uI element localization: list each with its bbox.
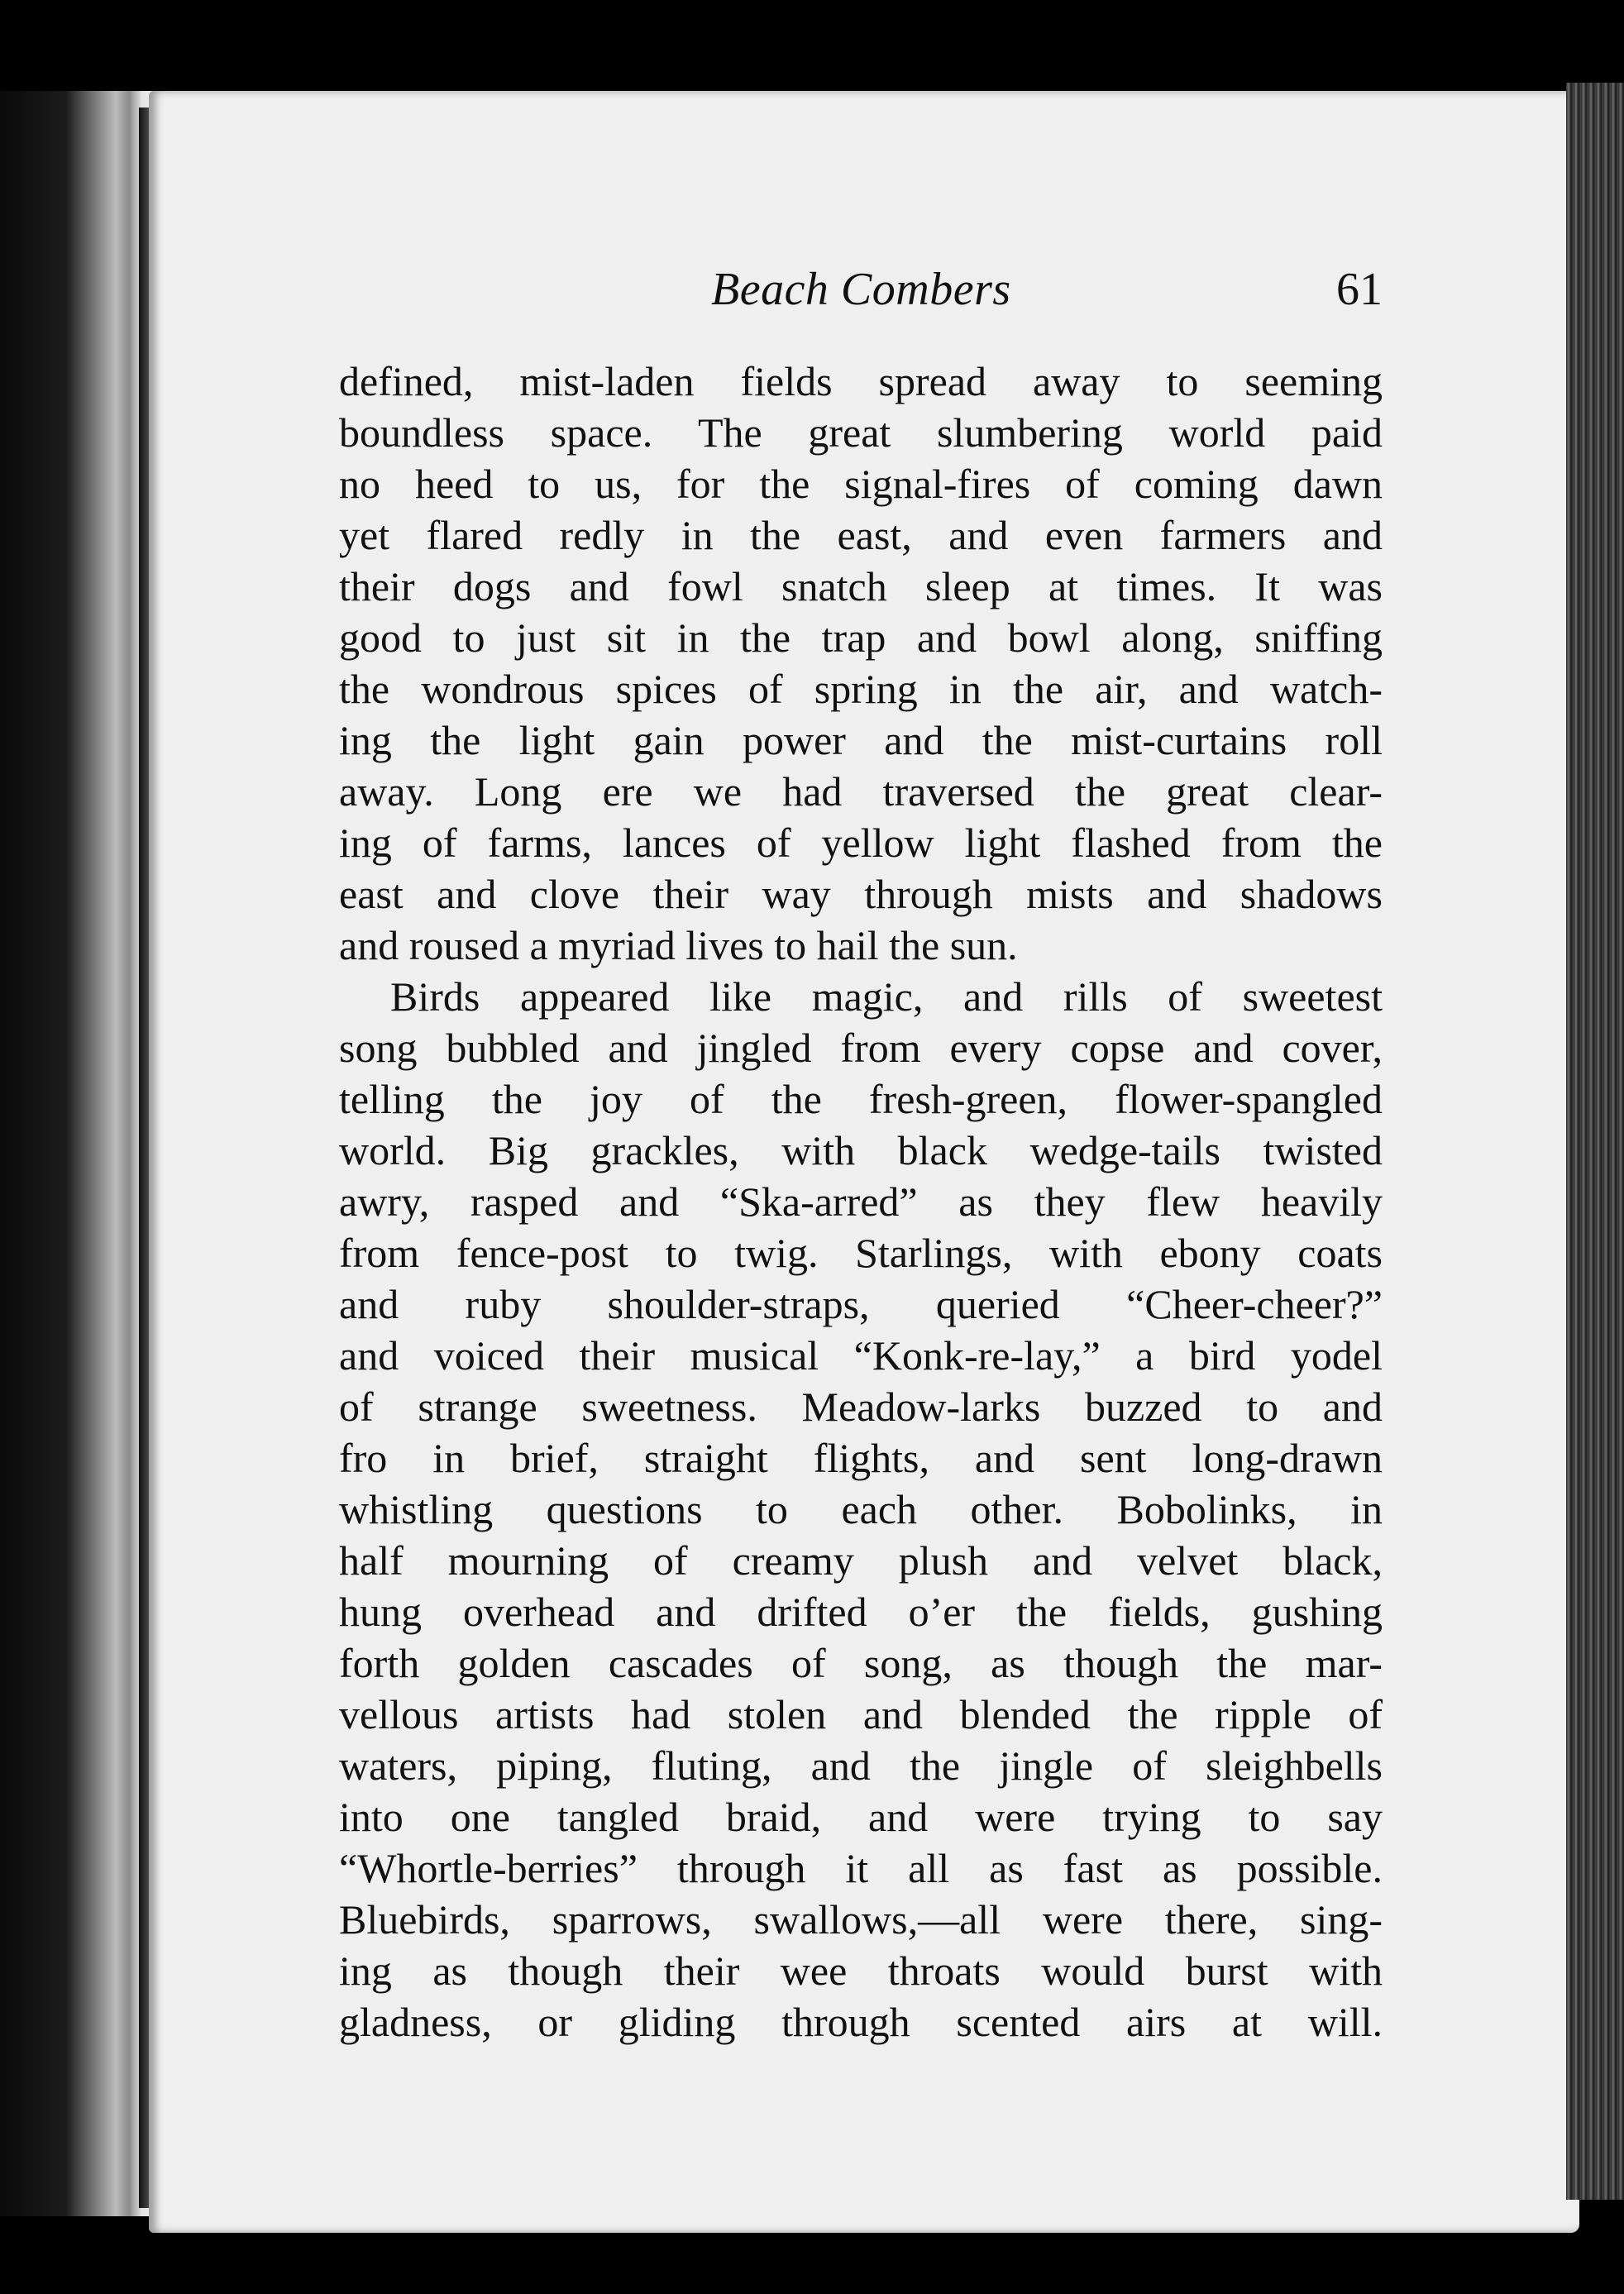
text-line: telling the joy of the fresh-green, flower-spangled [339, 1076, 1383, 1122]
text-line: the wondrous spices of spring in the air, and watch- [339, 666, 1383, 712]
text-line: and roused a myriad lives to hail the sun. [339, 922, 1018, 968]
text-line: gladness, or gliding through scented airs at will. [339, 1999, 1383, 2045]
text-line: and voiced their musical “Konk-re-lay,” a bird yodel [339, 1332, 1383, 1379]
running-title: Beach Combers [711, 264, 1011, 315]
text-line: forth golden cascades of song, as though the mar- [339, 1640, 1383, 1686]
text-line: from fence-post to twig. Starlings, with ebony coats [339, 1230, 1383, 1276]
text-line: whistling questions to each other. Bobolinks, in [339, 1486, 1383, 1532]
text-line: ing as though their wee throats would burst with [339, 1948, 1383, 1994]
text-line: ing the light gain power and the mist-curtains roll [339, 717, 1383, 763]
text-line: east and clove their way through mists and shadows [339, 871, 1383, 917]
text-line: no heed to us, for the signal-fires of coming dawn [339, 461, 1383, 507]
text-line: ing of farms, lances of yellow light flashed from the [339, 820, 1383, 866]
text-line: awry, rasped and “Ska-arred” as they flew heavily [339, 1178, 1383, 1225]
text-line: half mourning of creamy plush and velvet black, [339, 1537, 1383, 1584]
right-page-edges [1566, 83, 1624, 2200]
text-line: good to just sit in the trap and bowl along, sniffing [339, 614, 1383, 661]
text-line: and ruby shoulder-straps, queried “Cheer-cheer?” [339, 1281, 1383, 1327]
text-line: boundless space. The great slumbering world paid [339, 409, 1383, 456]
running-head [339, 263, 1383, 329]
text-line: defined, mist-laden fields spread away to seeming [339, 358, 1383, 404]
text-line: world. Big grackles, with black wedge-tails twisted [339, 1127, 1383, 1173]
text-line: hung overhead and drifted o’er the fields, gushing [339, 1589, 1383, 1635]
body-text [339, 356, 1383, 2048]
text-line: fro in brief, straight flights, and sent long-drawn [339, 1435, 1383, 1481]
text-line: song bubbled and jingled from every copse and cover, [339, 1025, 1383, 1071]
text-line: “Whortle-berries” through it all as fast as possible. [339, 1845, 1383, 1891]
text-line: Bluebirds, sparrows, swallows,—all were there, sing- [339, 1896, 1383, 1943]
text-line: of strange sweetness. Meadow-larks buzzed to and [339, 1384, 1383, 1430]
text-line-paragraph-start: Birds appeared like magic, and rills of sweetest [390, 973, 1383, 1020]
page-number: 61 [1336, 264, 1383, 315]
text-line: vellous artists had stolen and blended the ripple of [339, 1691, 1383, 1737]
text-line: into one tangled braid, and were trying to say [339, 1794, 1383, 1840]
text-line: away. Long ere we had traversed the great clear- [339, 768, 1383, 815]
text-line: their dogs and fowl snatch sleep at times. It was [339, 563, 1383, 609]
text-line: waters, piping, fluting, and the jingle of sleighbells [339, 1742, 1383, 1789]
text-line: yet flared redly in the east, and even farmers and [339, 512, 1383, 558]
